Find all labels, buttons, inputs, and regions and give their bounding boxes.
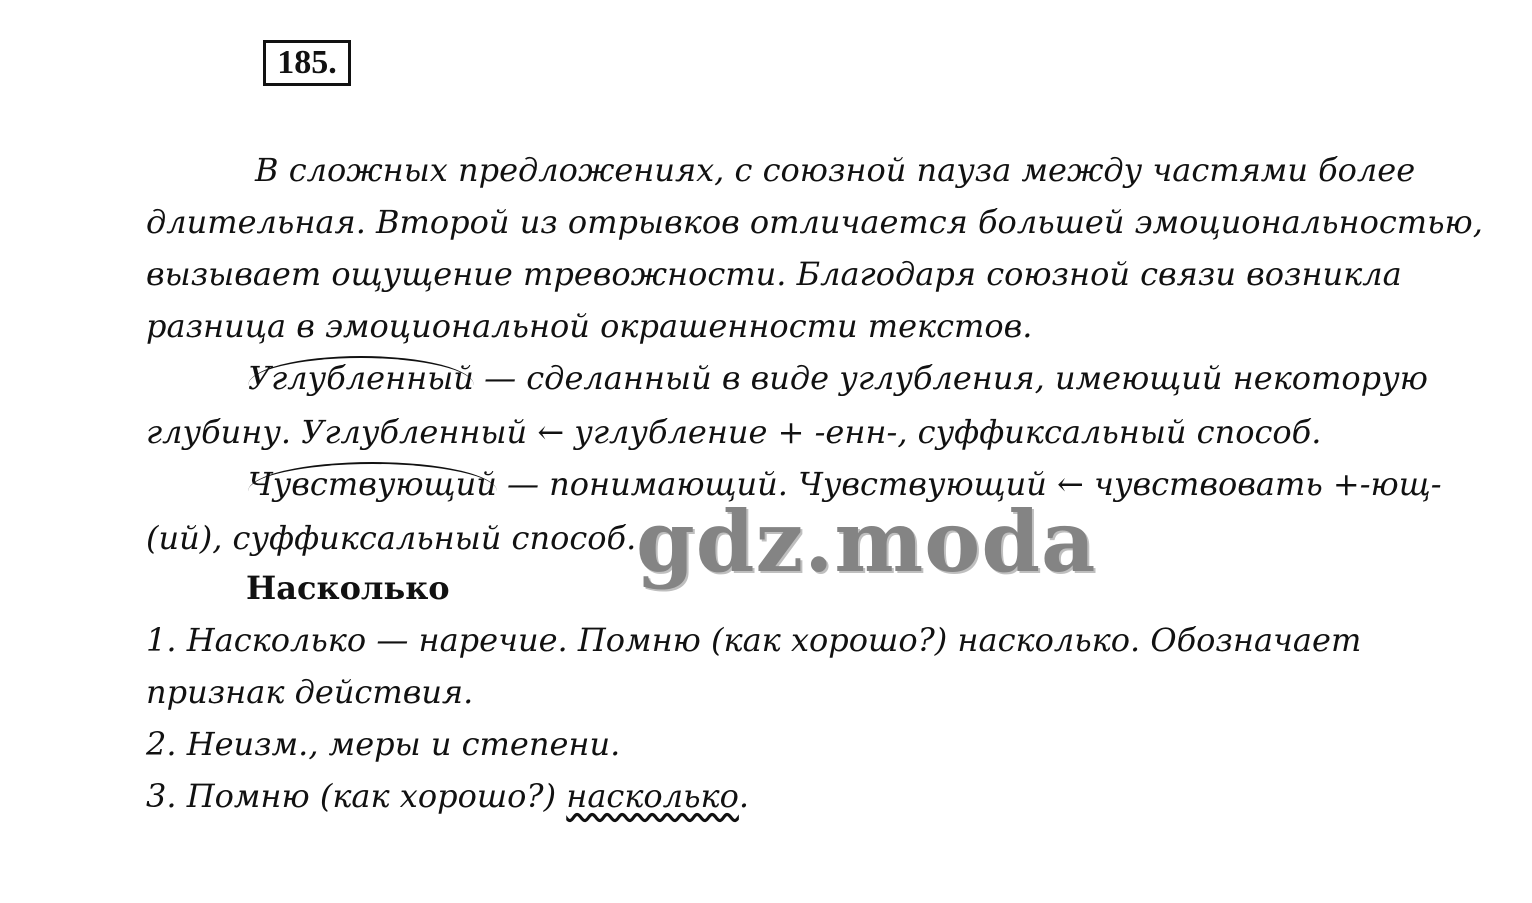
- item-1-line-1: 1. Насколько — наречие. Помню (как хорошо?) насколько. Обозначает: [146, 621, 1362, 659]
- section-heading: Насколько: [246, 569, 450, 607]
- paragraph-1-line-3: вызывает ощущение тревожности. Благодаря союзной связи возникла: [146, 255, 1402, 293]
- word-analysis-1-line-1: [248, 358, 1428, 398]
- watermark-logo: gdz.moda: [636, 492, 1097, 591]
- item-3: [146, 776, 749, 816]
- analyzed-word-uglublenny: Углубленный: [248, 356, 474, 398]
- word-analysis-2-line-2: (ий), суффиксальный способ.: [146, 519, 637, 557]
- word-analysis-1-line-2: глубину. Углубленный ← углубление + -енн-, суффиксальный способ.: [146, 413, 1322, 451]
- item-1-line-2: признак действия.: [146, 673, 474, 711]
- analyzed-word-chuvstvuyushchy: Чувствующий: [248, 462, 497, 504]
- item-3-underlined-word: насколько: [566, 777, 739, 815]
- word-1-definition: — сделанный в виде углубления, имеющий некоторую: [473, 359, 1428, 397]
- item-3-period: .: [738, 777, 750, 815]
- paragraph-1-line-1: В сложных предложениях, с союзной пауза между частями более: [255, 151, 1416, 189]
- exercise-number: 185.: [263, 40, 351, 86]
- item-2: 2. Неизм., меры и степени.: [146, 725, 621, 763]
- paragraph-1-line-2: длительная. Второй из отрывков отличается большей эмоциональностью,: [146, 203, 1483, 241]
- paragraph-1-line-4: разница в эмоциональной окрашенности текстов.: [146, 307, 1033, 345]
- item-3-prefix: 3. Помню (как хорошо?): [146, 777, 567, 815]
- word-2-definition: — понимающий. Чувствующий ← чувствовать +-ющ-: [496, 465, 1442, 503]
